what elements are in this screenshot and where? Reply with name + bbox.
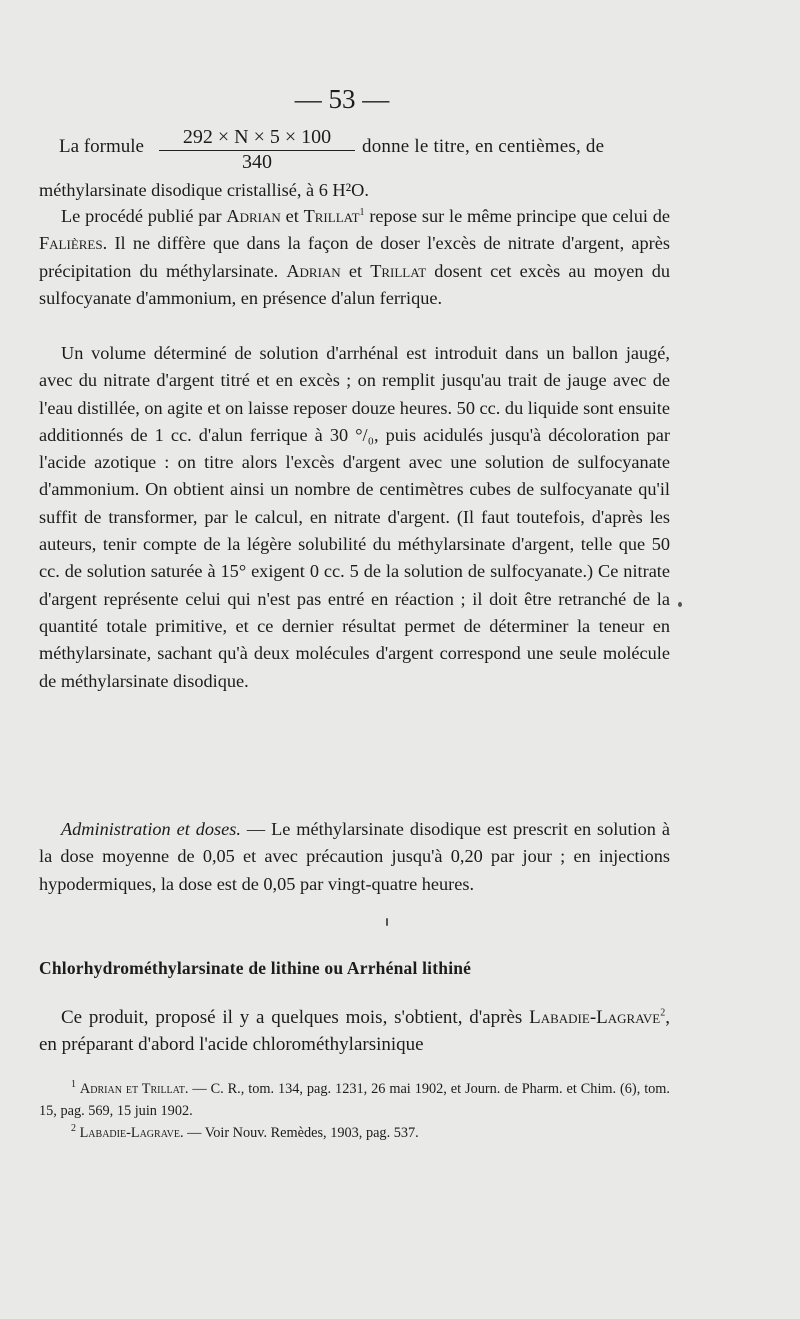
author-name: Adrian — [226, 206, 281, 226]
author-name: Labadie-Lagrave — [529, 1007, 661, 1028]
author-name: Adrian et Trillat. — [79, 1081, 189, 1097]
text-run: repose sur le même principe que celui de — [364, 206, 670, 226]
text-run: . Il ne diffère que dans la façon de doser l'excès de nitrate d'argent, après précipitation du méthylarsinate. — [39, 233, 670, 281]
text-run: Ce produit, proposé il y a quelques mois, s'obtient, d'après — [61, 1007, 530, 1028]
formula-fraction — [159, 126, 355, 174]
formula-lead-text: La formule — [59, 136, 144, 157]
footnotes — [39, 1078, 670, 1144]
formula-denominator: 340 — [242, 151, 272, 173]
footnote-1 — [39, 1078, 670, 1122]
paragraph-3: Un volume déterminé de solution d'arrhénal est introduit dans un ballon jaugé, avec du nitrate d'argent titré et en excès ; on remplit jusqu'au trait de jauge avec de l'eau distillée, on agite et on laisse reposer douze heures. 50 cc. du liquide sont ensuite additionnés de 1 cc. d'alun ferrique à 30 °/₀, puis acidulés jusqu'à décoloration par l'acide azotique : on titre alors l'excès d'argent avec une solution de sulfocyanate d'ammonium. On obtient ainsi un nombre de centimètres cubes de sulfocyanate qu'il suffit de transformer, par le calcul, en nitrate d'argent. (Il faut toutefois, d'après les auteurs, tenir compte de la légère solubilité du méthylarsinate d'argent, telle que 50 cc. de solution saturée à 15° exigent 0 cc. 5 de la solution de sulfocyanate.) Ce nitrate d'argent représente celui qui n'est pas entré en réaction ; il doit être retranché de la quantité totale primitive, et ce dernier résultat permet de déterminer la teneur en méthylarsinate, sachant qu'à deux molécules d'argent correspond une seule molécule de méthylarsinate disodique. — [39, 343, 670, 691]
text-run: et — [340, 260, 371, 281]
author-name: Trillat — [370, 260, 427, 281]
text-run: — Le méthylarsinate disodique est prescrit en solution à la dose moyenne de 0,05 et avec précaution jusqu'à 0,20 par jour ; en injections hypodermiques, la dose est de 0,05 par vingt-quatre heures. — [39, 819, 670, 894]
formula-line — [59, 126, 669, 176]
text-run: et — [280, 206, 304, 226]
author-name: Labadie-Lagrave. — [79, 1125, 184, 1141]
text-run: Le procédé publié par — [61, 206, 227, 226]
section-label: Administration et doses. — [61, 819, 241, 839]
page-number: — 53 — — [294, 84, 390, 114]
footnote-text: — Voir Nouv. Remèdes, 1903, pag. 537. — [183, 1125, 419, 1141]
paragraph-2 — [39, 203, 670, 312]
formula-numerator: 292 × N × 5 × 100 — [159, 126, 355, 151]
paragraph-1: méthylarsinate disodique cristallisé, à 6 H²O. — [39, 180, 369, 200]
author-name: Adrian — [286, 260, 341, 281]
footnote-mark: 1 — [71, 1079, 76, 1091]
formula-trail-text: donne le titre, en centièmes, de — [362, 136, 605, 157]
author-name: Trillat — [303, 206, 360, 226]
paragraph-5 — [39, 1004, 670, 1058]
paper-speck — [386, 918, 388, 926]
footnote-mark: 2 — [71, 1123, 76, 1135]
paper-speck — [678, 602, 682, 607]
footnote-2 — [39, 1122, 670, 1144]
text-run: , en préparant d'abord l'acide chlorométhylarsinique — [39, 1007, 670, 1055]
section-heading: Chlorhydrométhylarsinate de lithine ou Arrhénal lithiné — [39, 958, 472, 978]
paragraph-4 — [39, 816, 670, 898]
author-name: Falières — [39, 233, 103, 254]
footnote-mark: 1 — [359, 206, 365, 218]
footnote-mark: 2 — [660, 1007, 666, 1019]
text-run: dosent cet excès au moyen du sulfocyanate d'ammonium, en présence d'alun ferrique. — [39, 260, 670, 308]
footnote-text: — C. R., tom. 134, pag. 1231, 26 mai 1902, et Journ. de Pharm. et Chim. (6), tom. 15, pag. 569, 15 juin 1902. — [39, 1081, 671, 1119]
